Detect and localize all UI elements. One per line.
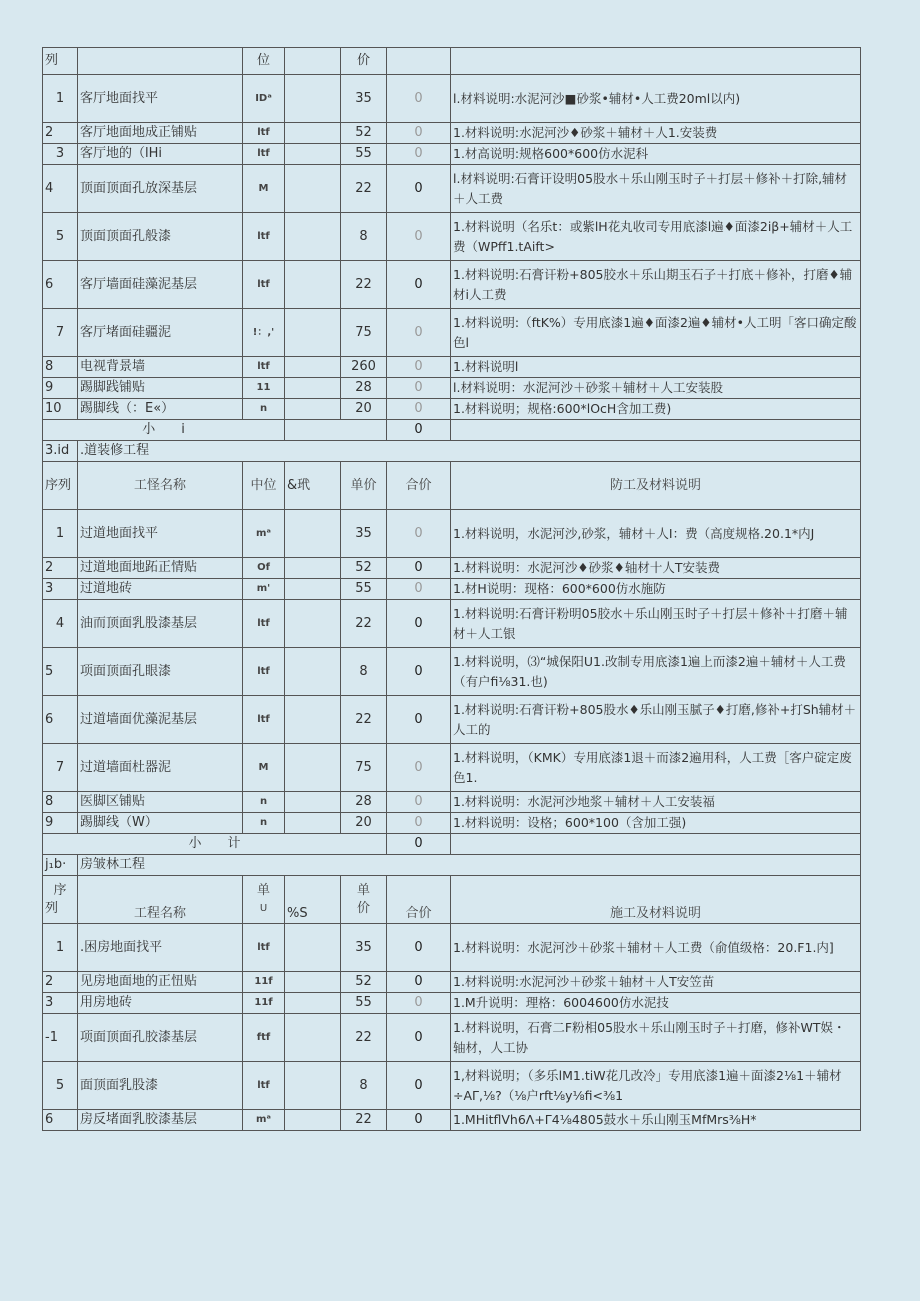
row-price: 75: [341, 309, 387, 357]
row-name: 过道墙面杜器泥: [78, 744, 243, 792]
col-header-unit-1: 单: [256, 882, 270, 898]
row-description: 1,材料说明；（多乐lM1.tiW花几改冷」专用底漆1遍＋面漆2⅛1＋辅材÷AΓ,⅛?（⅛户rft⅛y⅛fi<⅜1: [451, 1062, 861, 1110]
row-description: 1.材料说明；规格:600*lOcH含加工费): [451, 399, 861, 420]
row-seq: 5: [43, 213, 78, 261]
col-header-desc: 施工及材料说明: [451, 876, 861, 924]
row-unit: ltf: [243, 648, 285, 696]
table-row: [43, 75, 861, 123]
row-name: 客厅堵面硅疆泥: [78, 309, 243, 357]
row-total: 0: [387, 123, 451, 144]
table-row: [43, 399, 861, 420]
subtotal-label: 小 i: [43, 420, 285, 441]
table-row: [43, 123, 861, 144]
row-description: l.材料说明:水泥河沙■砂浆•辅材•人工费20ml以内): [451, 75, 861, 123]
row-price: 22: [341, 696, 387, 744]
row-price: 55: [341, 144, 387, 165]
cell: [451, 420, 861, 441]
row-price: 55: [341, 579, 387, 600]
table-row: [43, 792, 861, 813]
row-total: 0: [387, 75, 451, 123]
row-unit: ltf: [243, 696, 285, 744]
row-total: 0: [387, 600, 451, 648]
row-qty: [285, 813, 341, 834]
row-unit: Of: [243, 558, 285, 579]
row-price: 28: [341, 378, 387, 399]
table-row: [43, 213, 861, 261]
row-qty: [285, 213, 341, 261]
row-name: 用房地砖: [78, 993, 243, 1014]
row-seq: 2: [43, 123, 78, 144]
row-price: 52: [341, 972, 387, 993]
row-qty: [285, 972, 341, 993]
table-row: [43, 558, 861, 579]
row-qty: [285, 378, 341, 399]
row-qty: [285, 165, 341, 213]
row-total: 0: [387, 1014, 451, 1062]
row-price: 35: [341, 510, 387, 558]
row-price: 75: [341, 744, 387, 792]
table-row: [43, 510, 861, 558]
section-title: .道装修工程: [78, 441, 861, 462]
row-seq: -1: [43, 1014, 78, 1062]
row-total: 0: [387, 510, 451, 558]
row-name: 油而顶面乳股漆基层: [78, 600, 243, 648]
row-total: 0: [387, 813, 451, 834]
table-row: [43, 696, 861, 744]
table-row: [43, 261, 861, 309]
row-total: 0: [387, 579, 451, 600]
row-seq: 10: [43, 399, 78, 420]
row-unit: n: [243, 399, 285, 420]
row-name: 踢脚线（W）: [78, 813, 243, 834]
row-seq: 8: [43, 792, 78, 813]
table-row: [43, 309, 861, 357]
col-header-desc: 防工及材料说明: [451, 462, 861, 510]
row-qty: [285, 696, 341, 744]
row-description: 1.材料说明:水泥河沙♦砂浆＋辅材＋人1.安装费: [451, 123, 861, 144]
subtotal-row: [43, 834, 861, 855]
row-name: 踢脚线（：E«）: [78, 399, 243, 420]
col-header-price: [341, 876, 387, 924]
row-qty: [285, 399, 341, 420]
row-name: 项面顶面孔眼漆: [78, 648, 243, 696]
row-seq: 3: [43, 579, 78, 600]
row-name: 房反堵面乳胶漆基层: [78, 1110, 243, 1131]
row-unit: 11f: [243, 972, 285, 993]
row-description: l.材料说明:石膏讦设明05股水＋乐山刚玉时子＋打层＋修补＋打除,辅材＋人工费: [451, 165, 861, 213]
subtotal-value: 0: [387, 834, 451, 855]
row-seq: 3: [43, 993, 78, 1014]
row-price: 8: [341, 213, 387, 261]
row-seq: 9: [43, 813, 78, 834]
row-price: 22: [341, 261, 387, 309]
row-qty: [285, 357, 341, 378]
row-seq: 2: [43, 972, 78, 993]
row-price: 20: [341, 399, 387, 420]
col-header-unit: 中位: [243, 462, 285, 510]
row-total: 0: [387, 399, 451, 420]
quote-table-sheet: [42, 47, 860, 1131]
subtotal-value: 0: [387, 420, 451, 441]
row-price: 35: [341, 75, 387, 123]
row-qty: [285, 1014, 341, 1062]
row-unit: ftf: [243, 1014, 285, 1062]
row-total: 0: [387, 261, 451, 309]
subtotal-row: [43, 420, 861, 441]
row-unit: ltf: [243, 144, 285, 165]
row-unit: n: [243, 813, 285, 834]
row-seq: 8: [43, 357, 78, 378]
row-qty: [285, 600, 341, 648]
row-unit: mᵃ: [243, 1110, 285, 1131]
row-name: 见房地面地的正忸贴: [78, 972, 243, 993]
col-header-price: 单价: [341, 462, 387, 510]
row-unit: M: [243, 165, 285, 213]
table-row: [43, 648, 861, 696]
row-qty: [285, 510, 341, 558]
row-price: 20: [341, 813, 387, 834]
quote-table: [42, 47, 861, 1131]
row-unit: ltf: [243, 1062, 285, 1110]
row-qty: [285, 579, 341, 600]
row-name: 过道地面找平: [78, 510, 243, 558]
row-seq: 7: [43, 744, 78, 792]
row-name: 面顶面乳股漆: [78, 1062, 243, 1110]
row-name: 顶面顶面孔般漆: [78, 213, 243, 261]
row-description: 1.材料说明:水泥河沙＋砂浆＋轴材＋人T安笠苗: [451, 972, 861, 993]
col-header-name: 工程名称: [78, 876, 243, 924]
row-qty: [285, 75, 341, 123]
row-seq: 5: [43, 648, 78, 696]
header-unit: 位: [243, 48, 285, 75]
row-seq: 4: [43, 600, 78, 648]
row-total: 0: [387, 744, 451, 792]
section-title: 房皱林工程: [78, 855, 861, 876]
row-price: 260: [341, 357, 387, 378]
row-qty: [285, 261, 341, 309]
row-unit: ltf: [243, 213, 285, 261]
row-total: 0: [387, 792, 451, 813]
col-header-price-1: 单: [356, 882, 370, 898]
col-header-seq: [43, 876, 78, 924]
row-price: 22: [341, 165, 387, 213]
row-qty: [285, 558, 341, 579]
row-name: 过道地砖: [78, 579, 243, 600]
row-qty: [285, 924, 341, 972]
row-description: 1.M升说明：理格：6004600仿水泥技: [451, 993, 861, 1014]
section-title-row: [43, 441, 861, 462]
row-description: 1.材料说明:石膏讦粉+805股水♦乐山刚玉腻子♦打磨,修补+打Sh辅材＋人工的: [451, 696, 861, 744]
row-description: 1.材料说明：水泥河沙♦砂浆♦轴材十人T安装费: [451, 558, 861, 579]
row-unit: m': [243, 579, 285, 600]
row-price: 35: [341, 924, 387, 972]
row-description: 1.MHitflVh6Λ+Γ4⅛4805鼓水＋乐山刚玉MfMrs⅜H*: [451, 1110, 861, 1131]
row-seq: 4: [43, 165, 78, 213]
row-total: 0: [387, 558, 451, 579]
row-unit: mᵃ: [243, 510, 285, 558]
column-header-row: [43, 876, 861, 924]
col-header-price-2: 价: [356, 900, 370, 916]
row-name: 顶面顶面孔放深基层: [78, 165, 243, 213]
row-unit: 11f: [243, 993, 285, 1014]
row-description: 1.材料说明：水泥河沙＋砂浆＋辅材＋人工费（俞值级格：20.F1.内]: [451, 924, 861, 972]
row-unit: ltf: [243, 261, 285, 309]
col-header-name: 工怪名称: [78, 462, 243, 510]
row-unit: ltf: [243, 123, 285, 144]
col-header-qty: &玳: [285, 462, 341, 510]
table-row: [43, 144, 861, 165]
table-row: [43, 744, 861, 792]
table-row: [43, 972, 861, 993]
row-total: 0: [387, 993, 451, 1014]
row-name: 客厅墙面硅藻泥基层: [78, 261, 243, 309]
table-row: [43, 813, 861, 834]
row-total: 0: [387, 357, 451, 378]
cell: [285, 420, 387, 441]
table-row: [43, 378, 861, 399]
col-header-unit-2: U: [259, 902, 268, 914]
row-seq: 5: [43, 1062, 78, 1110]
row-qty: [285, 1062, 341, 1110]
row-description: 1.材料说明:（ftK%）专用底漆1遍♦面漆2遍♦辅材•人工明「客口确定酸色l: [451, 309, 861, 357]
subtotal-label: 小 计: [43, 834, 387, 855]
row-name: 客厅地的（lHi: [78, 144, 243, 165]
row-unit: ltf: [243, 357, 285, 378]
row-qty: [285, 123, 341, 144]
row-name: .困房地面找平: [78, 924, 243, 972]
row-description: 1.材H说明：现格：600*600仿水施防: [451, 579, 861, 600]
row-qty: [285, 744, 341, 792]
table-row: [43, 1062, 861, 1110]
row-seq: 9: [43, 378, 78, 399]
col-header-unit: [243, 876, 285, 924]
row-total: 0: [387, 309, 451, 357]
table-row: [43, 357, 861, 378]
row-qty: [285, 792, 341, 813]
row-total: 0: [387, 144, 451, 165]
row-total: 0: [387, 696, 451, 744]
row-qty: [285, 309, 341, 357]
row-name: 项面顶面孔胶漆基层: [78, 1014, 243, 1062]
table-row: [43, 579, 861, 600]
row-seq: 6: [43, 1110, 78, 1131]
row-total: 0: [387, 924, 451, 972]
row-name: 医脚区铺贴: [78, 792, 243, 813]
row-price: 8: [341, 1062, 387, 1110]
row-unit: IDᵃ: [243, 75, 285, 123]
row-name: 过道地面地跖正情贴: [78, 558, 243, 579]
col-header-total: 合价: [387, 462, 451, 510]
row-price: 22: [341, 1014, 387, 1062]
row-unit: 11: [243, 378, 285, 399]
row-qty: [285, 1110, 341, 1131]
row-description: 1.材料说明，石膏二F粉相05股水＋乐山刚玉时子＋打磨，修补WT娱・轴材，人工协: [451, 1014, 861, 1062]
row-description: l.材料说明：水泥河沙＋砂浆＋辅材＋人工安装股: [451, 378, 861, 399]
row-description: 1.材料说明:石膏讦粉+805胶水＋乐山期玉石子＋打底＋修补，打磨♦辅材i人工费: [451, 261, 861, 309]
row-seq: 1: [43, 75, 78, 123]
row-total: 0: [387, 648, 451, 696]
table-row: [43, 165, 861, 213]
row-name: 客厅地面地成正铺贴: [78, 123, 243, 144]
row-unit: ltf: [243, 924, 285, 972]
row-description: 1.材料说明（名乐t：或紫lH花丸收司专用底漆l遍♦面漆2iβ+辅材＋人工费（WPff1.tAift>: [451, 213, 861, 261]
row-price: 22: [341, 600, 387, 648]
row-total: 0: [387, 1110, 451, 1131]
row-description: 1.材料说明:石膏讦粉明05胶水＋乐山刚玉时子＋打层＋修补＋打磨＋辅材＋人工银: [451, 600, 861, 648]
section-title-row: [43, 855, 861, 876]
row-seq: 6: [43, 696, 78, 744]
section-code: 3.id: [43, 441, 78, 462]
col-header-seq-1: 序: [53, 882, 67, 898]
row-qty: [285, 144, 341, 165]
row-description: 1.材料说明，水泥河沙,砂浆，辅材＋人I：费（高度规格.20.1*内J: [451, 510, 861, 558]
row-price: 8: [341, 648, 387, 696]
row-total: 0: [387, 165, 451, 213]
table-row: [43, 993, 861, 1014]
top-header-row: [43, 48, 861, 75]
row-seq: 1: [43, 510, 78, 558]
col-header-seq-2: 列: [45, 900, 59, 916]
row-total: 0: [387, 1062, 451, 1110]
row-name: 踢脚践铺贴: [78, 378, 243, 399]
row-description: 1.材料说明l: [451, 357, 861, 378]
col-header-seq: 序列: [43, 462, 78, 510]
header-seq: 列: [43, 48, 78, 75]
row-unit: M: [243, 744, 285, 792]
col-header-qty: %S: [285, 876, 341, 924]
row-description: 1.材料说明，（KMK）专用底漆1退＋而漆2遍用科，人工费［客户碇定废色1.: [451, 744, 861, 792]
table-row: [43, 600, 861, 648]
row-description: 1.材料说明：设格；600*100（含加工强): [451, 813, 861, 834]
row-description: 1.材高说明:规格600*600仿水泥科: [451, 144, 861, 165]
row-price: 52: [341, 558, 387, 579]
row-seq: 6: [43, 261, 78, 309]
row-total: 0: [387, 213, 451, 261]
row-name: 客厅地面找平: [78, 75, 243, 123]
column-header-row: [43, 462, 861, 510]
row-qty: [285, 993, 341, 1014]
table-row: [43, 1014, 861, 1062]
row-price: 28: [341, 792, 387, 813]
row-unit: n: [243, 792, 285, 813]
header-price: 价: [341, 48, 387, 75]
row-price: 22: [341, 1110, 387, 1131]
row-total: 0: [387, 972, 451, 993]
cell: [451, 834, 861, 855]
table-row: [43, 1110, 861, 1131]
row-seq: 1: [43, 924, 78, 972]
row-name: 电视背景墙: [78, 357, 243, 378]
row-price: 55: [341, 993, 387, 1014]
row-seq: 3: [43, 144, 78, 165]
row-name: 过道墙面优藻泥基层: [78, 696, 243, 744]
row-qty: [285, 648, 341, 696]
section-code: j₁b·: [43, 855, 78, 876]
row-description: 1.材料说明，⑶“城保阳U1.改制专用底漆1遍上而漆2遍＋辅材＋人工费（有户fi⅛31.也): [451, 648, 861, 696]
col-header-total: 合价: [387, 876, 451, 924]
row-description: 1.材料说明：水泥河沙地浆＋辅材＋人工安装福: [451, 792, 861, 813]
row-seq: 7: [43, 309, 78, 357]
row-seq: 2: [43, 558, 78, 579]
row-price: 52: [341, 123, 387, 144]
row-unit: ltf: [243, 600, 285, 648]
row-unit: !：,': [243, 309, 285, 357]
table-row: [43, 924, 861, 972]
row-total: 0: [387, 378, 451, 399]
